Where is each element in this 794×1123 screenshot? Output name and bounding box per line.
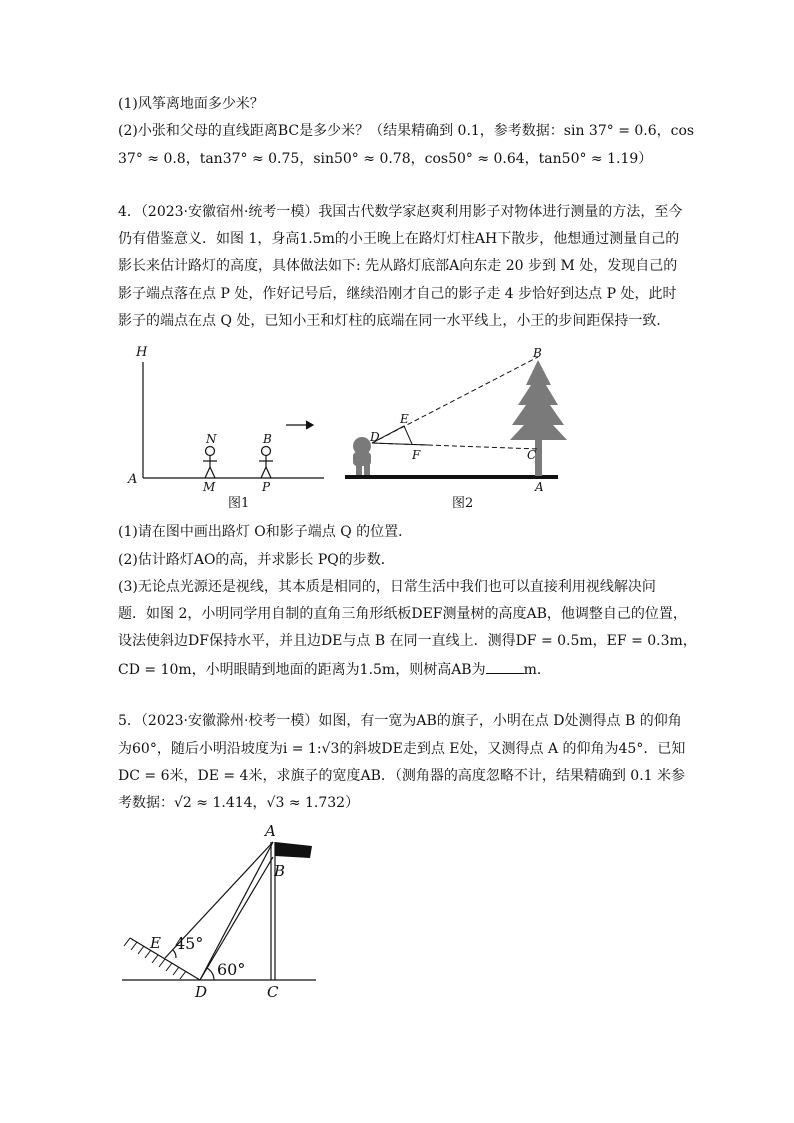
fig1-label-m: M: [203, 480, 216, 494]
q4-subquestion-3-line-2: 题．如图 2，小明同学用自制的直角三角形纸板DEF测量树的高度AB，他调整自己的位置，: [118, 606, 687, 622]
q5-stem-line-4: 考数据：√2 ≈ 1.414，√3 ≈ 1.732）: [118, 795, 360, 811]
q4-stem-line-2: 仍有借鉴意义．如图 1，身高1.5m的小王晚上在路灯灯柱AH下散步，他想通过测量自己的: [118, 231, 680, 247]
q3-subquestion-2: (2)小张和父母的直线距离BC是多少米？（结果精确到 0.1，参考数据：sin 37° = 0.6，cos: [118, 123, 695, 139]
q4-stem-line-3: 影长来估计路灯的高度，具体做法如下: 先从路灯底部A向东走 20 步到 M 处，发现自己的: [118, 258, 678, 274]
q3-subquestion-2-cont: 37° ≈ 0.8，tan37° ≈ 0.75，sin50° ≈ 0.78，cos50° ≈ 0.64，tan50° ≈ 1.19）: [118, 151, 653, 167]
fig1-label-h: H: [136, 345, 148, 360]
fig1-caption: 图1: [228, 496, 250, 511]
fig3-label-b: B: [274, 862, 286, 880]
q4-stem-line-1: 4．（2023·安徽宿州·统考一模）我国古代数学家赵爽利用影子对物体进行测量的方法，至今: [118, 204, 683, 220]
q4-stem-line-5: 影子的端点在点 Q 处，已知小王和灯柱的底端在同一水平线上，小王的步间距保持一致．: [118, 313, 671, 329]
fig1-label-p: P: [262, 480, 271, 494]
q5-stem-line-2: 为60°，随后小明沿坡度为i = 1:√3的斜坡DE走到点 E处，又测得点 A 的仰角为45°．已知: [118, 741, 686, 757]
q3-subquestion-1: (1)风筝离地面多少米？: [118, 96, 264, 112]
q4-subquestion-2: (2)估计路灯AO的高，并求影长 PQ的步数．: [118, 552, 395, 568]
fig2-label-d: D: [370, 430, 380, 444]
fig2-caption: 图2: [452, 496, 474, 511]
angle-arc-60: [207, 968, 214, 980]
fig3-label-d: D: [195, 983, 208, 1001]
q4-stem-line-4: 影子端点落在点 P 处，作好记号后，继续沿刚才自己的影子走 4 步恰好到达点 P 处，此时: [118, 286, 677, 302]
fig1-label-a: A: [128, 472, 138, 487]
fig3-label-a: A: [265, 822, 276, 840]
q4-subquestion-1: (1)请在图中画出路灯 O和影子端点 Q 的位置．: [118, 524, 413, 540]
fig1-label-b: B: [263, 432, 272, 446]
q5-stem-line-1: 5．（2023·安徽滁州·校考一模）如图，有一宽为AB的旗子，小明在点 D处测得点 B 的仰角: [118, 713, 682, 729]
fig3-label-c: C: [267, 983, 279, 1001]
q4-sub3-text: CD = 10m，小明眼睛到地面的距离为1.5m，则树高AB为: [118, 662, 486, 678]
fig2-label-c: C: [527, 448, 537, 462]
fig3-label-e: E: [150, 934, 161, 952]
fig2-label-a: A: [535, 480, 544, 494]
fig3-angle-60: 60°: [217, 960, 246, 979]
q4-subquestion-3-line-1: (3)无论点光源还是视线，其本质是相同的，日常生活中我们也可以直接利用视线解决问: [118, 579, 656, 595]
fig1-label-n: N: [206, 432, 217, 446]
q4-subquestion-3-line-3: 设法使斜边DF保持水平，并且边DE与点 B 在同一直线上．测得DF = 0.5m，EF = 0.3m，: [118, 633, 697, 649]
fig2-label-f: F: [412, 448, 421, 462]
q5-stem-line-3: DC = 6米，DE = 4米，求旗子的宽度AB．（测角器的高度忽略不计，结果精确到 0.1 米参: [118, 768, 686, 784]
q4-sub3-unit: m．: [523, 662, 551, 678]
fig2-label-e: E: [400, 412, 409, 426]
fig3-angle-45: 45°: [175, 934, 204, 953]
flag-icon: [275, 842, 312, 858]
fig2-label-b: B: [533, 346, 542, 360]
